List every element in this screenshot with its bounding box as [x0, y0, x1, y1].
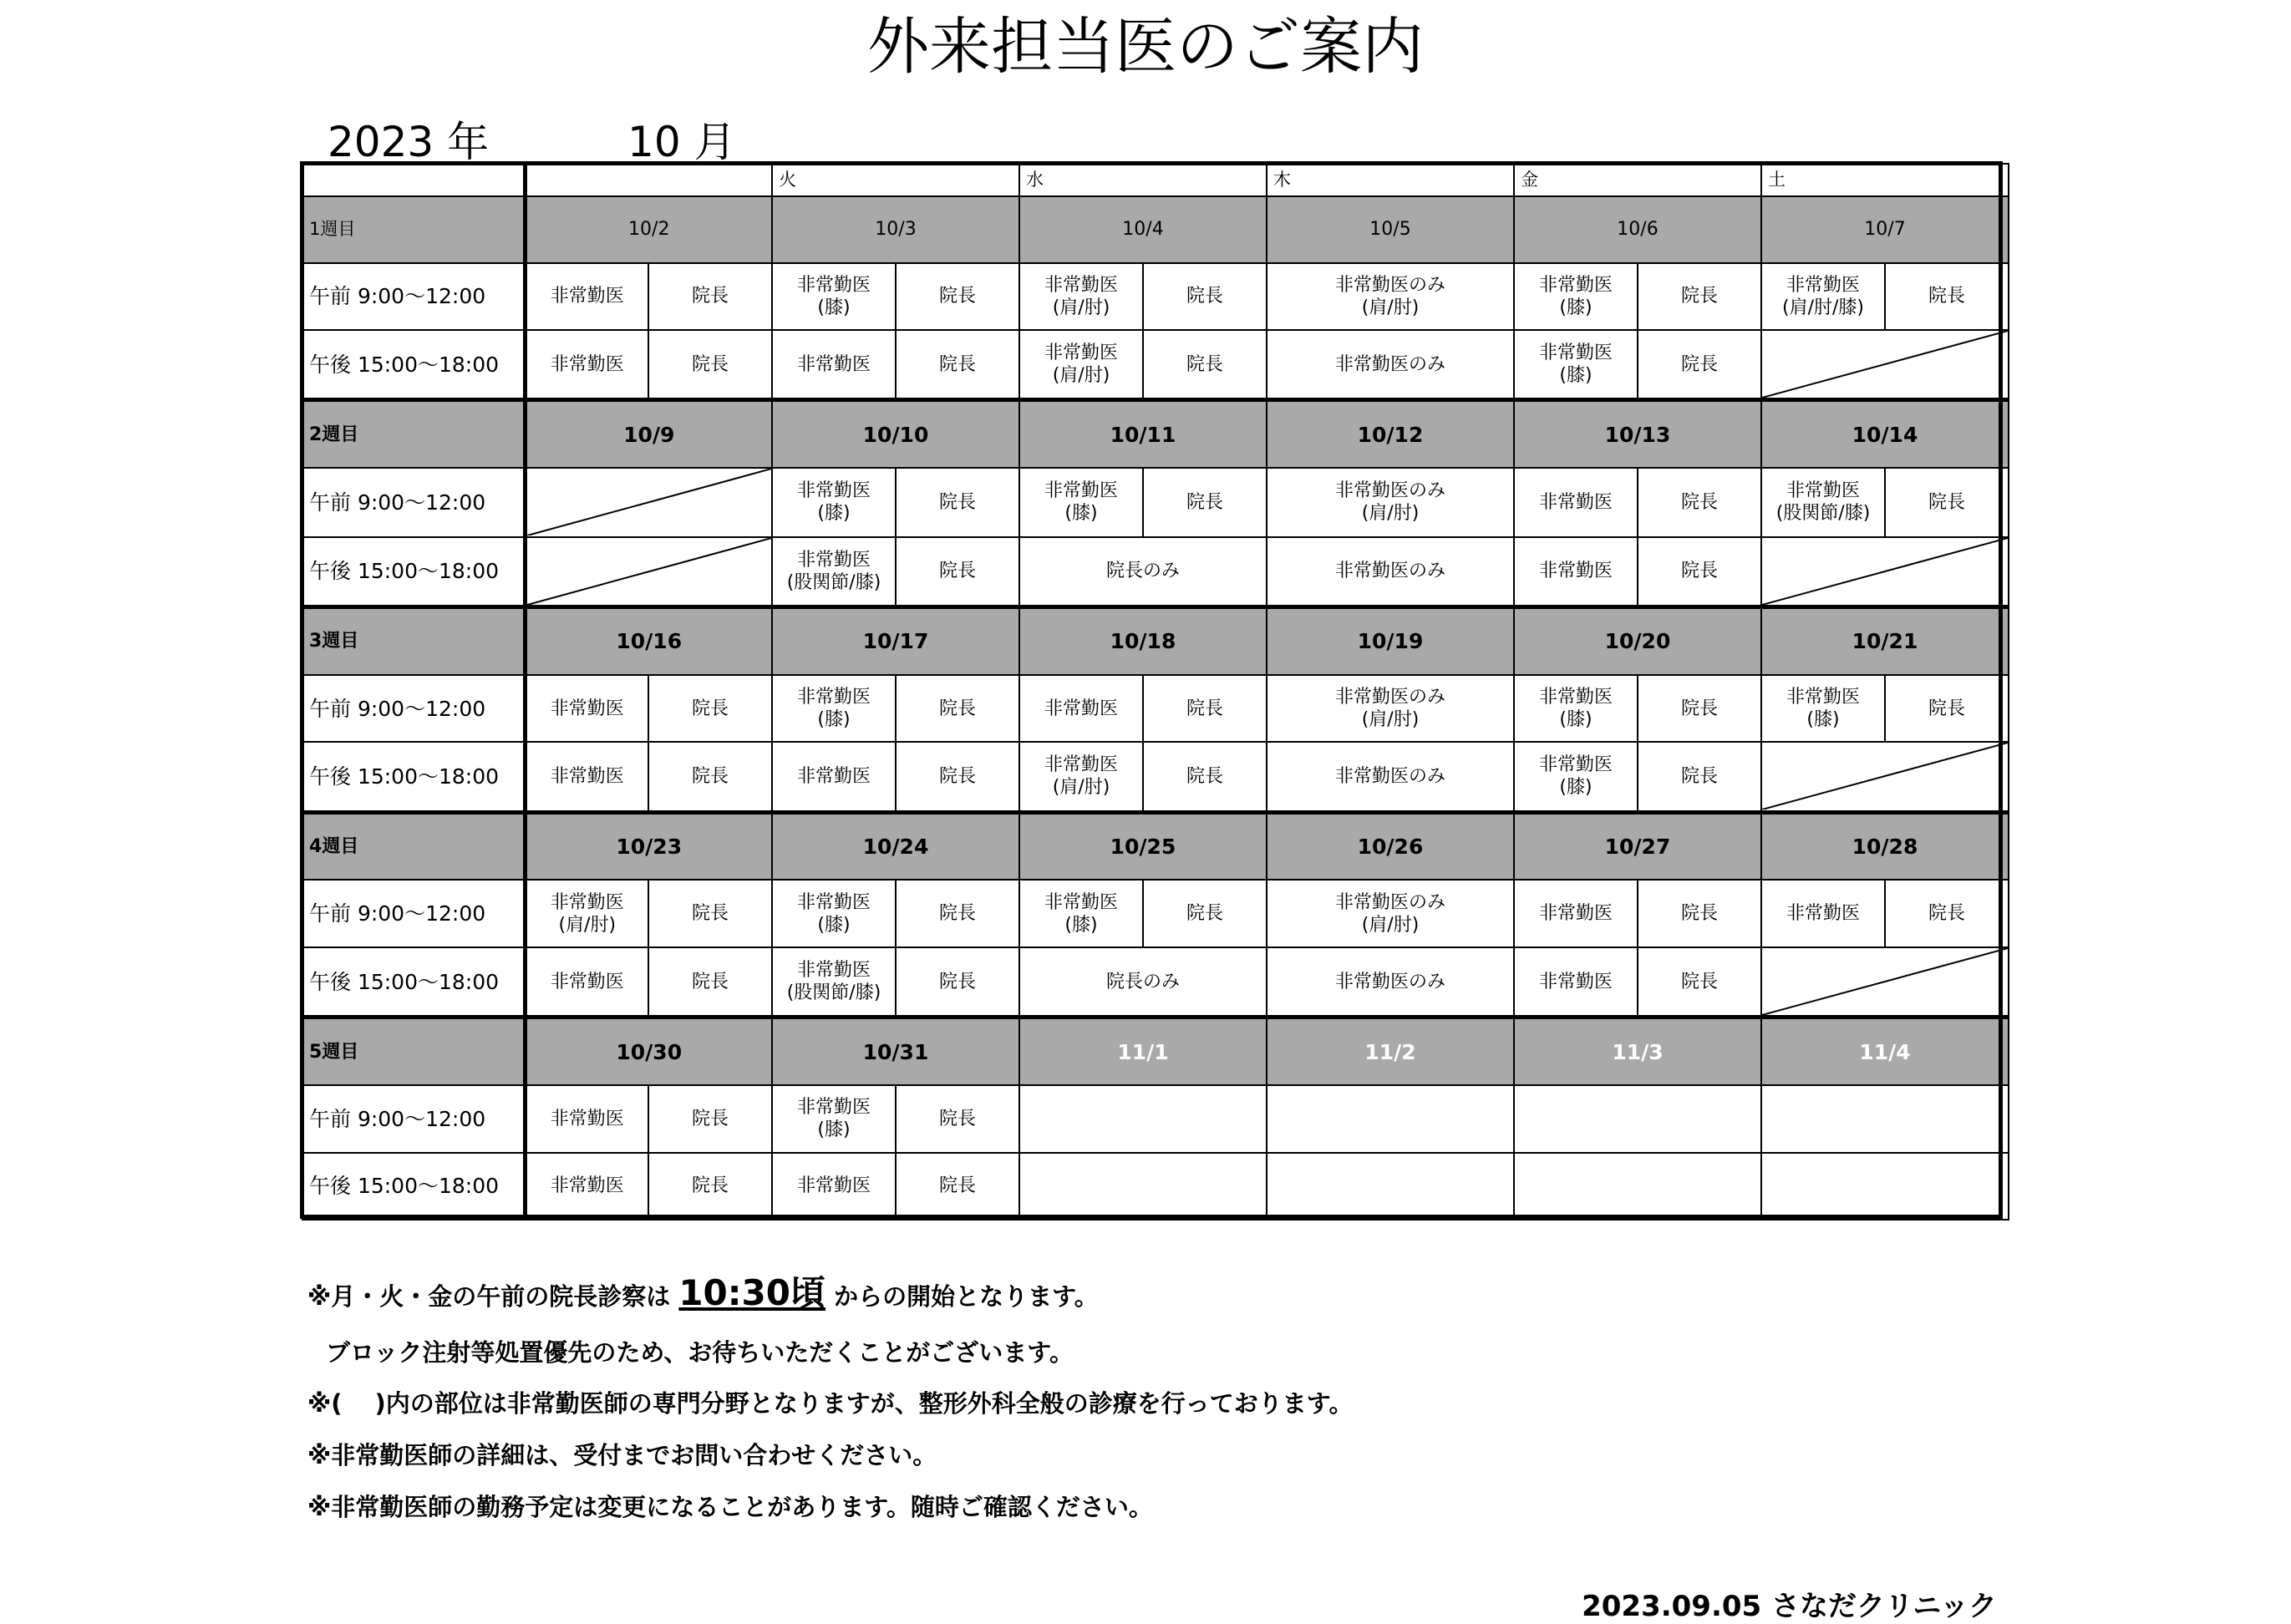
doctor-cell: 非常勤医 (膝)	[1019, 468, 1143, 536]
diagonal-slash-mark	[527, 538, 772, 605]
note-line-1-post: からの開始となります。	[834, 1282, 1099, 1311]
date-cell: 10/9	[525, 400, 772, 468]
doctor-cell: 非常勤医 (膝)	[1514, 263, 1638, 330]
director-cell: 院長	[1143, 880, 1267, 946]
date-cell: 10/13	[1514, 400, 1761, 468]
date-cell: 10/30	[525, 1018, 772, 1085]
morning-time-label: 午前 9:00～12:00	[302, 468, 525, 536]
doctor-cell: 非常勤医 (膝)	[772, 1085, 896, 1152]
doctor-cell: 非常勤医 (膝)	[1019, 880, 1143, 946]
doctor-cell: 非常勤医	[525, 1085, 648, 1152]
doctor-cell: 非常勤医 (膝)	[772, 880, 896, 946]
doctor-cell: 非常勤医	[1514, 880, 1638, 946]
doctor-cell: 非常勤医 (肩/肘)	[1019, 330, 1143, 400]
doctor-cell: 非常勤医	[525, 675, 648, 742]
director-cell: 院長	[1638, 742, 1761, 812]
note-line-5: ※非常勤医師の勤務予定は変更になることがあります。随時ご確認ください。	[307, 1493, 1153, 1521]
doctor-cell: 院長のみ	[1019, 537, 1267, 607]
date-cell: 11/1	[1019, 1018, 1267, 1085]
date-cell: 11/4	[1761, 1018, 2009, 1085]
doctor-cell: 非常勤医	[525, 1153, 648, 1221]
doctor-cell: 非常勤医	[1514, 537, 1638, 607]
director-cell: 院長	[896, 263, 1019, 330]
note-line-1	[307, 1272, 1099, 1313]
closed-slot	[1761, 330, 2009, 400]
doctor-cell: 非常勤医のみ	[1267, 742, 1514, 812]
empty-slot	[1761, 1085, 2009, 1152]
note-line-2: ブロック注射等処置優先のため、お待ちいただくことがございます。	[326, 1338, 1074, 1367]
day-name-cell: 木	[1267, 164, 1514, 196]
director-cell: 院長	[1885, 880, 2009, 946]
week-label: 2週目	[302, 400, 525, 468]
director-cell: 院長	[648, 742, 772, 812]
doctor-cell: 非常勤医 (膝)	[1514, 675, 1638, 742]
afternoon-time-label: 午後 15:00～18:00	[302, 742, 525, 812]
week-label: 4週目	[302, 812, 525, 880]
footer-date-clinic: 2023.09.05 さなだクリニック	[1582, 1590, 1997, 1623]
date-cell: 10/21	[1761, 606, 2009, 674]
month-label: 10 月	[627, 118, 736, 166]
closed-slot	[1761, 947, 2009, 1018]
day-name-cell: 火	[772, 164, 1019, 196]
director-cell: 院長	[1638, 330, 1761, 400]
director-cell: 院長	[648, 675, 772, 742]
diagonal-slash-mark	[1762, 331, 2008, 398]
date-cell: 10/18	[1019, 606, 1267, 674]
afternoon-time-label: 午後 15:00～18:00	[302, 1153, 525, 1221]
doctor-cell: 非常勤医 (膝)	[1761, 675, 1885, 742]
director-cell: 院長	[1638, 263, 1761, 330]
director-cell: 院長	[648, 330, 772, 400]
date-cell: 10/5	[1267, 196, 1514, 262]
morning-time-label: 午前 9:00～12:00	[302, 1085, 525, 1152]
day-name-cell: 金	[1514, 164, 1761, 196]
director-cell: 院長	[648, 1153, 772, 1221]
closed-slot	[525, 468, 772, 536]
date-cell: 11/3	[1514, 1018, 1761, 1085]
day-name-cell: 土	[1761, 164, 2009, 196]
director-cell: 院長	[896, 675, 1019, 742]
morning-time-label: 午前 9:00～12:00	[302, 880, 525, 946]
date-cell: 10/12	[1267, 400, 1514, 468]
date-cell: 10/20	[1514, 606, 1761, 674]
doctor-cell: 非常勤医のみ	[1267, 330, 1514, 400]
schedule-table	[302, 163, 2009, 1221]
director-cell: 院長	[648, 263, 772, 330]
date-cell: 10/11	[1019, 400, 1267, 468]
director-cell: 院長	[648, 1085, 772, 1152]
director-cell: 院長	[1885, 263, 2009, 330]
empty-slot	[1019, 1153, 1267, 1221]
header-corner-cell	[302, 164, 525, 196]
doctor-cell: 非常勤医のみ (肩/肘)	[1267, 880, 1514, 946]
doctor-cell: 院長のみ	[1019, 947, 1267, 1018]
director-cell: 院長	[896, 880, 1019, 946]
doctor-cell: 非常勤医のみ (肩/肘)	[1267, 263, 1514, 330]
director-cell: 院長	[896, 330, 1019, 400]
date-cell: 10/27	[1514, 812, 1761, 880]
director-cell: 院長	[1143, 742, 1267, 812]
date-cell: 10/23	[525, 812, 772, 880]
doctor-cell: 非常勤医 (膝)	[772, 675, 896, 742]
date-cell: 10/2	[525, 196, 772, 262]
diagonal-slash-mark	[1762, 743, 2008, 809]
closed-slot	[525, 537, 772, 607]
date-cell: 10/6	[1514, 196, 1761, 262]
date-cell: 10/26	[1267, 812, 1514, 880]
doctor-cell: 非常勤医	[525, 742, 648, 812]
afternoon-time-label: 午後 15:00～18:00	[302, 947, 525, 1018]
empty-slot	[1514, 1153, 1761, 1221]
afternoon-time-label: 午後 15:00～18:00	[302, 330, 525, 400]
doctor-cell: 非常勤医	[1019, 675, 1143, 742]
note-line-3: ※( )内の部位は非常勤医師の専門分野となりますが、整形外科全般の診療を行っております。	[307, 1389, 1354, 1418]
doctor-cell: 非常勤医	[1514, 947, 1638, 1018]
director-cell: 院長	[896, 1153, 1019, 1221]
date-cell: 10/19	[1267, 606, 1514, 674]
diagonal-slash-mark	[1762, 948, 2008, 1015]
director-cell: 院長	[896, 947, 1019, 1018]
note-time: 10:30頃	[678, 1272, 826, 1313]
page-title: 外来担当医のご案内	[867, 11, 1424, 83]
director-cell: 院長	[1143, 263, 1267, 330]
doctor-cell: 非常勤医 (膝)	[772, 468, 896, 536]
doctor-cell: 非常勤医	[525, 330, 648, 400]
director-cell: 院長	[1885, 675, 2009, 742]
date-cell: 10/7	[1761, 196, 2009, 262]
director-cell: 院長	[1638, 468, 1761, 536]
date-cell: 10/10	[772, 400, 1019, 468]
week-label: 3週目	[302, 606, 525, 674]
note-line-1-pre: ※月・火・金の午前の院長診察は	[307, 1282, 671, 1311]
date-cell: 10/17	[772, 606, 1019, 674]
doctor-cell: 非常勤医	[772, 742, 896, 812]
afternoon-time-label: 午後 15:00～18:00	[302, 537, 525, 607]
doctor-cell: 非常勤医 (肩/肘/膝)	[1761, 263, 1885, 330]
empty-slot	[1267, 1153, 1514, 1221]
director-cell: 院長	[1638, 537, 1761, 607]
director-cell: 院長	[1143, 675, 1267, 742]
date-cell: 10/3	[772, 196, 1019, 262]
empty-slot	[1267, 1085, 1514, 1152]
doctor-cell: 非常勤医 (股関節/膝)	[1761, 468, 1885, 536]
director-cell: 院長	[1885, 468, 2009, 536]
empty-slot	[1019, 1085, 1267, 1152]
director-cell: 院長	[896, 468, 1019, 536]
doctor-cell: 非常勤医	[525, 947, 648, 1018]
date-cell: 10/28	[1761, 812, 2009, 880]
doctor-cell: 非常勤医	[772, 1153, 896, 1221]
doctor-cell: 非常勤医	[1761, 880, 1885, 946]
doctor-cell: 非常勤医 (膝)	[1514, 330, 1638, 400]
director-cell: 院長	[896, 1085, 1019, 1152]
director-cell: 院長	[1638, 947, 1761, 1018]
date-cell: 11/2	[1267, 1018, 1514, 1085]
year-label: 2023 年	[328, 118, 490, 166]
doctor-cell: 非常勤医	[1514, 468, 1638, 536]
doctor-cell: 非常勤医のみ	[1267, 947, 1514, 1018]
director-cell: 院長	[1143, 468, 1267, 536]
doctor-cell: 非常勤医 (肩/肘)	[525, 880, 648, 946]
day-name-cell	[525, 164, 772, 196]
morning-time-label: 午前 9:00～12:00	[302, 675, 525, 742]
morning-time-label: 午前 9:00～12:00	[302, 263, 525, 330]
diagonal-slash-mark	[1762, 538, 2008, 605]
date-cell: 10/16	[525, 606, 772, 674]
diagonal-slash-mark	[527, 469, 772, 535]
doctor-cell: 非常勤医 (膝)	[1514, 742, 1638, 812]
doctor-cell: 非常勤医のみ (肩/肘)	[1267, 468, 1514, 536]
director-cell: 院長	[896, 537, 1019, 607]
director-cell: 院長	[648, 880, 772, 946]
doctor-cell: 非常勤医のみ (肩/肘)	[1267, 675, 1514, 742]
note-line-4: ※非常勤医師の詳細は、受付までお問い合わせください。	[307, 1441, 937, 1469]
director-cell: 院長	[648, 947, 772, 1018]
doctor-cell: 非常勤医 (肩/肘)	[1019, 263, 1143, 330]
closed-slot	[1761, 742, 2009, 812]
doctor-cell: 非常勤医 (股関節/膝)	[772, 947, 896, 1018]
week-label: 5週目	[302, 1018, 525, 1085]
doctor-cell: 非常勤医	[772, 330, 896, 400]
doctor-cell: 非常勤医 (肩/肘)	[1019, 742, 1143, 812]
closed-slot	[1761, 537, 2009, 607]
doctor-cell: 非常勤医 (膝)	[772, 263, 896, 330]
date-cell: 10/24	[772, 812, 1019, 880]
empty-slot	[1761, 1153, 2009, 1221]
doctor-cell: 非常勤医	[525, 263, 648, 330]
doctor-cell: 非常勤医 (股関節/膝)	[772, 537, 896, 607]
director-cell: 院長	[896, 742, 1019, 812]
director-cell: 院長	[1143, 330, 1267, 400]
day-name-cell: 水	[1019, 164, 1267, 196]
date-cell: 10/25	[1019, 812, 1267, 880]
date-cell: 10/31	[772, 1018, 1019, 1085]
director-cell: 院長	[1638, 880, 1761, 946]
empty-slot	[1514, 1085, 1761, 1152]
date-cell: 10/14	[1761, 400, 2009, 468]
week-label: 1週目	[302, 196, 525, 262]
director-cell: 院長	[1638, 675, 1761, 742]
doctor-cell: 非常勤医のみ	[1267, 537, 1514, 607]
date-cell: 10/4	[1019, 196, 1267, 262]
